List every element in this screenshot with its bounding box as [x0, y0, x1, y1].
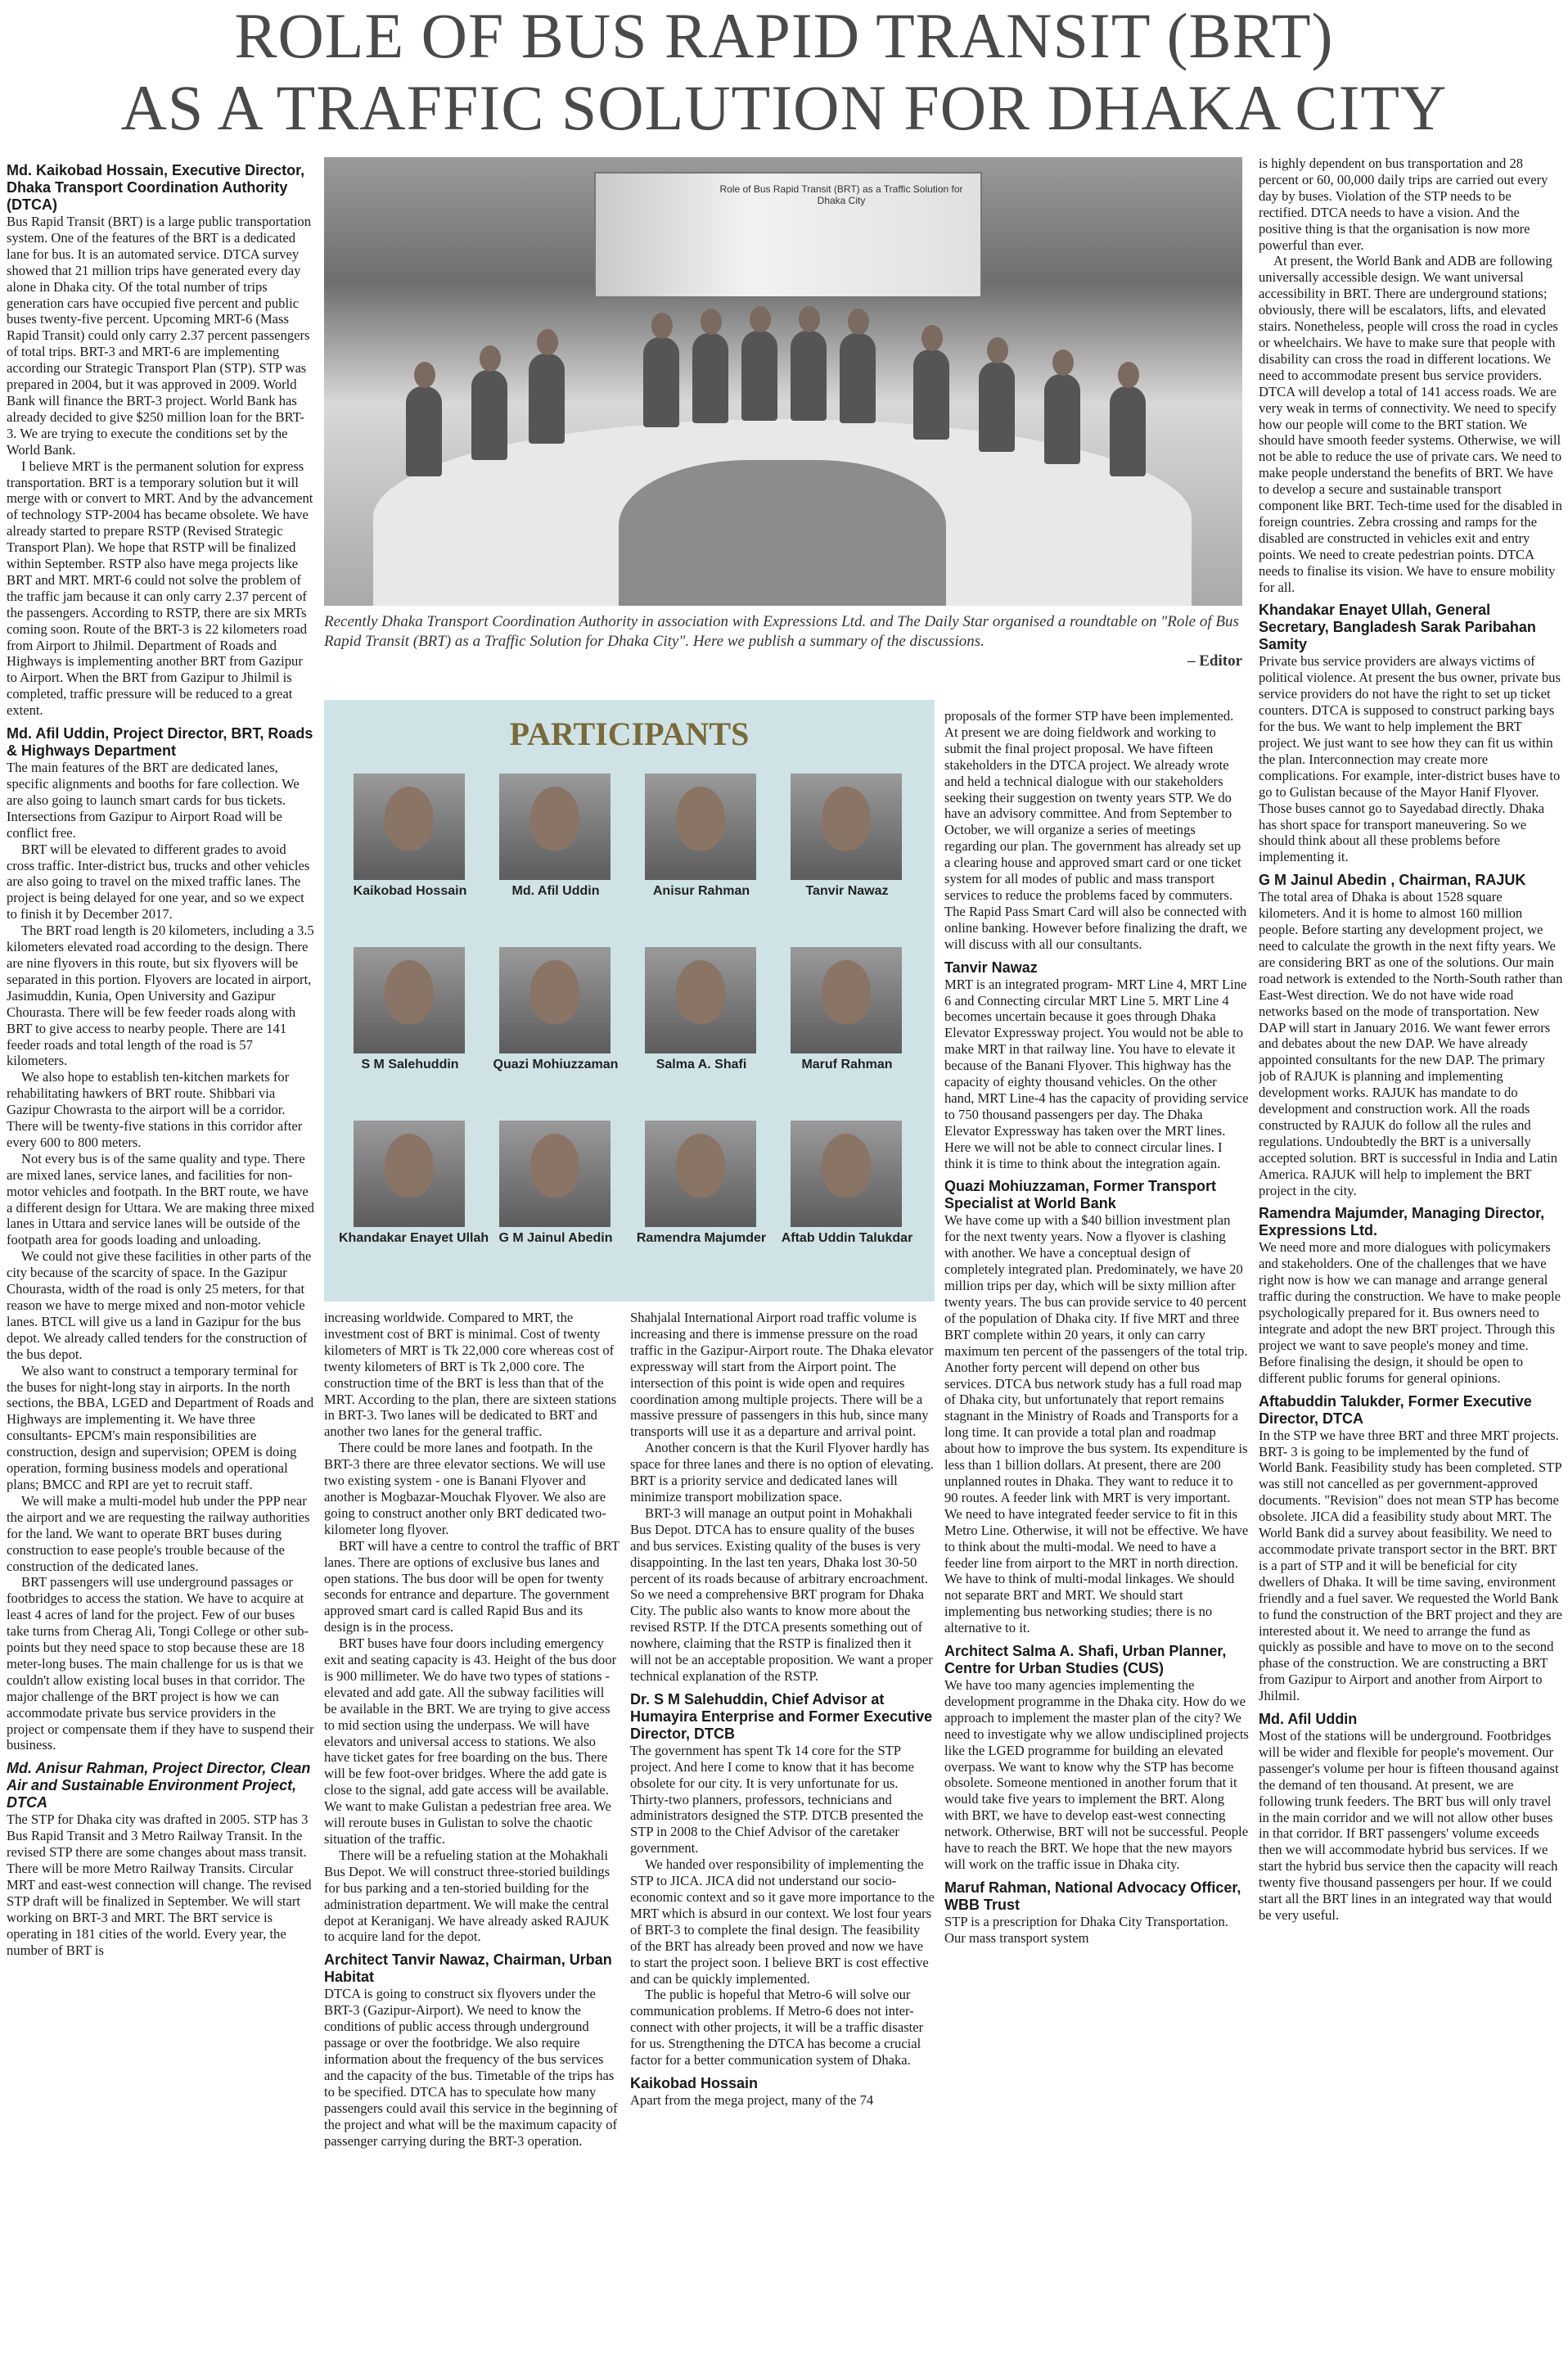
participants-title: PARTICIPANTS	[509, 715, 750, 752]
speaker-heading: Dr. S M Salehuddin, Chief Advisor at Humayira Enterprise and Former Executive Director, DTCB	[630, 1690, 933, 1742]
paragraph: The government has spent Tk 14 core for the STP project. And here I come to know that it has become obsolete for our city. It is very unfortunate for us. Thirty-two planners, professors, technicians and administrators designed the STP. DTCB presented the STP in 2008 to the Chief Advisor of the caretaker government.	[630, 1742, 924, 1856]
participant-photo	[645, 1121, 756, 1227]
paragraph: The total area of Dhaka is about 1528 square kilometers. And it is home to almost 160 million people. Before starting any development project, we need to calculate the growth in the next fifty years. We are considering BRT as one of the solutions. Our main road network is extended to the North-South rather than East-West direction. We do not have wide road networks based on the mode of transportation. New DAP will start in January 2016. We want fewer errors and debates about the new DAP. We have already appointed consultants for the new DAP. The primary job of RAJUK is planning and implementing development works. RAJUK has mandate to do development and construction work. All the roads constructed by RAJUK do follow all the rules and regulations. Undoubtedly the BRT is a universally accepted solution. BRT is successful in India and Latin America. RAJUK will help to implement the BRT project in the city.	[1259, 889, 1563, 1198]
paragraph: BRT buses have four doors including emergency exit and seating capacity is 43. Height of the bus door is 900 millimeter. We do have two types of stations - elevated and add gate. All the subway facilities will be available in the BRT. We are trying to give access to mid section using the underpass. We will have elevators and universal access to stations. We also have ticket gates for free boarding on the bus. There will be few foot-over bridges. Where the add gate is close to the signal, add gate access will be available. We want to make Gulistan a pedestrian free area. We will reroute buses in Gulistan to solve the chaotic situation of the traffic.	[324, 1635, 617, 1847]
headline-line-2: AS A TRAFFIC SOLUTION FOR DHAKA CITY	[120, 72, 1448, 143]
participant-photo	[791, 947, 902, 1053]
participant-card	[339, 1121, 489, 1260]
paragraph: We need more and more dialogues with policymakers and stakeholders. One of the challenges that we have right now is how we can manage and arrange general traffic during the construction. We have to make people psychologically prepared for it. Bus owners need to integrate and adopt the new BRT project. Through this project we want to save people's money and time. Before finalising the design, it should be open to different public forums for general opinions.	[1259, 1239, 1561, 1386]
speaker-heading: Architect Salma A. Shafi, Urban Planner, Centre for Urban Studies (CUS)	[944, 1643, 1227, 1677]
paragraph: There could be more lanes and footpath. In the BRT-3 there are three elevator sections. We will use two existing system - one is Banani Flyover and another is Mogbazar-Mouchak Flyover. We also are going to construct another only BRT dedicated two-kilometer long flyover.	[324, 1440, 606, 1537]
participants-box	[324, 700, 935, 1302]
participant-photo	[791, 1121, 902, 1227]
paragraph: increasing worldwide. Compared to MRT, the investment cost of BRT is minimal. Cost of twenty kilometers of MRT is Tk 22,000 core whereas cost of twenty kilometers of BRT is Tk 2,000 core. The construction time of the BRT is less than that of the MRT. According to the plan, there are sixteen stations in BRT-3. Two lanes will be dedicated to BRT and another two lanes for the general traffic.	[324, 1310, 617, 1440]
participant-photo	[499, 1121, 611, 1227]
participant-photo	[354, 947, 465, 1053]
paragraph: I believe MRT is the permanent solution for express transportation. BRT is a temporary solution but it will merge with or convert to MRT. And by the advancement of technology STP-2004 has became obsolete. We have already started to prepare RSTP (Revised Strategic Transport Plan). We hope that RSTP will be finalized within September. RSTP also have mega projects like BRT and MRT. MRT-6 could not solve the problem of the traffic jam because it can only carry 2.37 percent of the passengers. According to RSTP, there are six MRTs coming soon. Route of the BRT-3 is 22 kilometers road from Airport to Jhilmil. Department of Roads and Highways is implementing another BRT from Gazipur to Airport. When the BRT from Gazipur to Jhilmil is completed, traffic pressure will be reduced to a great extent.	[7, 458, 313, 719]
paragraph: We have too many agencies implementing the development programme in the Dhaka city. How do we approach to implement the master plan of the city? We need to investigate why we allow undisciplined projects like the LGED programme for building an elevated overpass. We want to know why the STP has become obsolete. Someone mentioned in another forum that it would take five years to implement the BRT. Along with BRT, we have to develop east-west connecting network. Otherwise, BRT will not be successful. People have to reach the BRT. We hope that the new mayors will work on the traffic issue in Dhaka city.	[944, 1677, 1249, 1872]
paragraph: BRT will have a centre to control the traffic of BRT lanes. There are options of exclusive bus lanes and open stations. The bus door will be open for twenty seconds for entrance and departure. The government approved smart card is called Rapid Bus and its design is in the process.	[324, 1537, 620, 1635]
photo-caption	[324, 612, 1242, 671]
paragraph: Shahjalal International Airport road traffic volume is increasing and there is immense pressure on the road traffic in the Gazipur-Airport route. The Dhaka elevator expressway will start from the Airport point. The intersection of this point is wide open and requires coordination among multiple projects. There will be a massive pressure of passengers in this hub, since many transports will use it as a departure and arrival point.	[630, 1310, 934, 1440]
speaker-heading: Tanvir Nawaz	[944, 959, 1038, 976]
participant-card	[494, 774, 617, 913]
participant-name: G M Jainul Abedin	[498, 1231, 613, 1245]
speaker-heading: Md. Afil Uddin, Project Director, BRT, Roads & Highways Department	[7, 725, 313, 760]
speaker-heading: Kaikobad Hossain	[630, 2074, 759, 2091]
participant-name: Salma A. Shafi	[656, 1058, 747, 1071]
paragraph: In the STP we have three BRT and three MRT projects. BRT- 3 is going to be implemented by the fund of World Bank. Feasibility study has been completed. STP was still not cancelled as per government-approved documents. "Revision" does not mean STP has become obsolete. JICA did a feasibility study about MRT. The World Bank did a survey about feasibility. We need to accommodate private transport sector in the BRT. BRT is a part of STP and it will be beneficial for city dwellers of Dhaka. It will be time saving, environment friendly and a fuel saver. We requested the World Bank to fund the construction of the BRT project and they are interested about it. We need to arrange the fund as quickly as possible and have to move on to the second phase of the construction. We are constructing a BRT from Gazipur to Airport and another from Airport to Jhilmil.	[1259, 1427, 1563, 1704]
paragraph: Apart from the mega project, many of the 74	[630, 2091, 874, 2108]
participant-name: Md. Afil Uddin	[511, 884, 600, 898]
roundtable-photo	[324, 157, 1242, 606]
paragraph: We could not give these facilities in other parts of the city because of the scarcity of space. In the Gazipur Chourasta, width of the road is only 25 meters, for that reason we have to merge mixed and non-motor vehicle lanes. BTCL will give us a land in Gazipur for the bus depot. We already called tenders for the construction of the bus depot.	[7, 1248, 312, 1362]
caption-editor: – Editor	[1187, 652, 1242, 670]
paragraph: proposals of the former STP have been implemented. At present we are doing fieldwork and working to submit the final project proposal. We have fifteen stakeholders in the DTCA project. We already wrote and held a technical dialogue with our stakeholders seeking their suggestion on twenty years STP. We do have an advisory committee. And from September to October, we will organize a series of meetings regarding our plan. The government has already set up a clearing house and approved smart card or one ticket system for all modes of public and mass transport services to reduce the problems faced by commuters. The Rapid Pass Smart Card will also be connected with online banking. However before finalizing the draft, we will discuss with all our consultants.	[944, 708, 1247, 952]
participant-card	[786, 947, 908, 1086]
participant-card	[786, 774, 908, 913]
participant-card	[349, 774, 471, 913]
attendee	[791, 331, 827, 421]
column-5	[1259, 156, 1563, 2349]
paragraph: The BRT road length is 20 kilometers, including a 3.5 kilometers elevated road according to the design. There are nine flyovers in this route, but six flyovers will be separated in this portion. Flyovers are located in airport, Jasimuddin, Kunia, Open University and Gazipur Chourasta. There will be few feeder roads along with BRT to give access to nearby people. There are 141 feeder roads and total length of the road is 57 kilometers.	[7, 923, 314, 1069]
paragraph: We also want to construct a temporary terminal for the buses for night-long stay in airports. In the north sections, the BBA, LGED and Department of Roads and Highways are implementing it. We have three consultants- EPCM's main responsibilities are construction, design and supervision; OPEM is doing operation, forming business models and operational plans; BMCC and RPI are yet to recruit staff.	[7, 1362, 314, 1492]
participant-card	[349, 947, 471, 1086]
paragraph: Bus Rapid Transit (BRT) is a large public transportation system. One of the features of the BRT is a dedicated lane for bus. It is an automated service. DTCA survey showed that 21 million trips have generated every day alone in Dhaka city. Of the total number of trips generation cars have occupied five percent and public buses twenty-five percent. Upcoming MRT-6 (Mass Rapid Transit) could only carry 2.37 percent passengers of total trips. BRT-3 and MRT-6 are implementing according our Strategic Transport Plan (STP). STP was prepared in 2004, but it was approved in 2009. World Bank will finance the BRT-3 project. World Bank has already decided to give $250 million loan for the BRT-3. We are trying to execute the conditions set by the World Bank.	[7, 214, 312, 458]
participant-photo	[499, 947, 611, 1053]
participant-photo	[354, 774, 465, 880]
participant-name: Aftab Uddin Talukdar	[781, 1231, 913, 1245]
paragraph: There will be a refueling station at the Mohakhali Bus Depot. We will construct three-storied buildings for bus parking and a ten-storied building for the administration department. We will make the central depot at Keraniganj. We have already asked RAJUK to acquire land for the depot.	[324, 1847, 611, 1945]
paragraph: The main features of the BRT are dedicated lanes, specific alignments and booths for fare collection. We are also going to launch smart cards for bus tickets. Intersections from Gazipur to Airport Road will be conflict free.	[7, 760, 300, 841]
participant-name: S M Salehuddin	[361, 1058, 459, 1071]
paragraph: Private bus service providers are always victims of political violence. At present the bus owner, private bus service providers do not have the right to set up ticket counters. DTCA is supposed to construct parking bays for the bus. We want to help implement the BRT project. We just want to see how they can fit us within the plan. Interconnection may create more complications. For example, inter-district buses have to go to Gulistan because of the Mayor Hanif Flyover. Those buses cannot go to Sayedabad directly. Dhaka has short space for transport maneuvering. So we should think about all these problems before implementing it.	[1259, 653, 1561, 865]
speaker-heading: Md. Kaikobad Hossain, Executive Director, Dhaka Transport Coordination Authority (DTCA)	[7, 162, 305, 213]
attendee	[406, 386, 442, 476]
paragraph: BRT will be elevated to different grades to avoid cross traffic. Inter-district bus, trucks and other vehicles are also going to travel on the mixed traffic lanes. The project is being delayed for one year, and so we expect to finish it by December 2017.	[7, 841, 310, 923]
participant-name: Maruf Rahman	[801, 1058, 893, 1071]
participant-card	[640, 774, 763, 913]
paragraph: DTCA is going to construct six flyovers under the BRT-3 (Gazipur-Airport). We need to know the conditions of public access through underground passage or over the footbridge. We also require information about the frequency of the bus services and the capacity of the bus. Timetable of the trips has to be specified. DTCA has to speculate how many passengers could avail this service in the beginning of the project and what will be the maximum capacity of passenger carrying during the BRT-3 operation.	[324, 1986, 618, 2149]
speaker-heading: Aftabuddin Talukder, Former Executive Director, DTCA	[1259, 1392, 1532, 1427]
participant-photo	[645, 774, 756, 880]
paragraph: STP is a prescription for Dhaka City Transportation. Our mass transport system	[944, 1913, 1228, 1946]
participant-name: Kaikobad Hossain	[353, 884, 467, 898]
speaker-heading: Ramendra Majumder, Managing Director, Expressions Ltd.	[1259, 1205, 1545, 1239]
paragraph: We handed over responsibility of implementing the STP to JICA. JICA did not understand our socio-economic context and so it gave more importance to the MRT which is absurd in our context. We lost four years of BRT-3 to complete the final design. The feasibility of the BRT has already been proved and now we have to start the project soon. I believe BRT is cost effective and can be quickly implemented.	[630, 1856, 935, 1987]
paragraph: We have come up with a $40 billion investment plan for the next twenty years. Now a flyover is clashing with another. We have a conceptual design of completely integrated plan. Predominately, we have 20 million trips per day, which will be sixty million after twenty years. The bus can provide service to 40 percent of the population of Dhaka city. If five MRT and three BRT complete within 20 years, it only can carry maximum ten percent of the passengers of the total trip. Another forty percent will depend on other bus services. DTCA bus network study has a full road map of Dhaka city, but unfortunately that report remains stagnant in the Ministry of Roads and Transports for a long time. It can provide a total plan and roadmap about how to improve the bus system. Its expenditure is less than 1 billion dollars. At present, there are 200 unplanned routes in Dhaka. They want to reduce it to 90 routes. A feeder link with MRT is very important. We need to have integrated feeder service to fit in this Metro Line. Otherwise, it will not be effective. We have to think about the multi-modal. We need to have a feeder line from airport to the MRT in north direction. We have to think of multi-modal linkages. We should not separate BRT and MRT. We should start implementing bus networking studies; there is no alternative to it.	[944, 1212, 1249, 1636]
event-banner	[594, 172, 982, 298]
headline	[0, 0, 1568, 151]
participant-card	[494, 1121, 617, 1260]
participant-card	[640, 947, 763, 1086]
attendee	[643, 337, 679, 427]
paragraph: We also hope to establish ten-kitchen markets for rehabilitating hawkers of BRT route. Shibbari via Gazipur Chowrasta to the airport will be a corridor. There will be twenty-five stations in this corridor after every 600 to 800 meters.	[7, 1069, 303, 1150]
attendee	[529, 354, 565, 444]
headline-line-1: ROLE OF BUS RAPID TRANSIT (BRT)	[234, 0, 1334, 71]
table-center	[619, 460, 946, 606]
attendee	[471, 370, 507, 460]
speaker-heading: Architect Tanvir Nawaz, Chairman, Urban Habitat	[324, 1951, 612, 1986]
column-3	[630, 1310, 935, 2349]
attendee	[840, 333, 876, 423]
speaker-heading: Md. Anisur Rahman, Project Director, Clean Air and Sustainable Environment Project, DTCA	[7, 1760, 311, 1811]
participant-photo	[645, 947, 756, 1053]
attendee	[1044, 374, 1080, 464]
column-4	[944, 708, 1249, 2349]
participant-card	[636, 1121, 767, 1260]
attendee	[692, 333, 728, 423]
paragraph: is highly dependent on bus transportation and 28 percent or 60, 00,000 daily trips are carried out every day by buses. Violation of the STP needs to be rectified. DTCA needs to have a vision. And the positive thing is that the organisation is now more powerful than ever.	[1259, 156, 1548, 253]
participant-name: Anisur Rahman	[652, 884, 750, 898]
speaker-heading: Quazi Mohiuzzaman, Former Transport Specialist at World Bank	[944, 1178, 1217, 1212]
banner-text: Role of Bus Rapid Transit (BRT) as a Traffic Solution for Dhaka City	[719, 183, 963, 206]
paragraph: Most of the stations will be underground. Footbridges will be wider and flexible for people's movement. Our passenger's volume per hour is fifteen thousand against the demand of ten thousand. At present, we are following trunk feeders. The BRT bus will only travel in the main corridor and we will not allow other buses in that corridor. If BRT passengers' volume exceeds then we will accommodate hybrid bus services. If we start the hybrid bus service then the capacity will reach twenty five thousand passengers per hour. If we could start all the BRT lines in an integrated way that would be very useful.	[1259, 1728, 1559, 1923]
attendee	[913, 350, 949, 440]
column-2	[324, 1310, 620, 2349]
participant-card	[494, 947, 617, 1086]
attendee	[741, 331, 777, 421]
speaker-heading: Khandakar Enayet Ullah, General Secretary, Bangladesh Sarak Paribahan Samity	[1259, 602, 1536, 653]
paragraph: The public is hopeful that Metro-6 will solve our communication problems. If Metro-6 does not inter-connect with other projects, it will be a traffic disaster for us. Strengthening the DTCA has become a crucial factor for a better communication system of Dhaka.	[630, 1987, 924, 2069]
participant-photo	[499, 774, 611, 880]
paragraph: Not every bus is of the same quality and type. There are mixed lanes, service lanes, and facilities for non-motor vehicles and footpath. In the BRT route, we have a different design for Uttara. We are making three mixed lanes in Uttara and service lanes will be outside of the footpath area for goods loading and unloading.	[7, 1150, 314, 1248]
participant-name: Tanvir Nawaz	[805, 884, 889, 898]
paragraph: BRT-3 will manage an output point in Mohakhali Bus Depot. DTCA has to ensure quality of the buses and bus services. Existing quality of the buses is very disappointing. In the last ten years, Dhaka lost 30-50 percent of its roads because of arbitrary encroachment. So we need a comprehensive BRT program for Dhaka City. The public also wants to know more about the revised RSTP. If the DTCA presents something out of nowhere, claiming that the RSTP is finalized then it will not be an acceptable proposition. We want a proper technical explanation of the RSTP.	[630, 1505, 933, 1684]
paragraph: MRT is an integrated program- MRT Line 4, MRT Line 6 and Connecting circular MRT Line 5. MRT Line 4 becomes uncertain because it goes through Dhaka Elevator Expressway project. You would not be able to make MRT in that railway line. You have to elevate it because of the Banani Flyover. This highway has the capacity of eighty thousand vehicles. On the other hand, MRT Line-4 has the capacity of providing service to 750 thousand passengers per day. The Dhaka Elevator Expressway has taken over the MRT lines. Here we will not be able to connect circular lines. I think it is time to think about the integration again.	[944, 976, 1249, 1171]
paragraph: At present, the World Bank and ADB are following universally accessible design. We want universal accessibility in BRT. There are underground stations; obviously, there will be escalators, lifts, and elevated stairs. Nonetheless, people will cross the road in cycles or wheelchairs. We have to make sure that people with disability can cross the road in different locations. We need to accommodate present bus service providers. DTCA will develop a total of 141 access roads. We are very weak in terms of connectivity. We need to specify how our people will come to the BRT station. We should have smooth feeder systems. Otherwise, we will not be able to reduce the use of private cars. We need to make people understand the benefits of BRT. We have to develop a secure and sustainable transport component like BRT. Tech-time used for the disabled in foreign countries. Zebra crossing and ramps for the disabled are constructed in vehicles exit and entry points. We need to create pedestrian points. DTCA needs to finalise its vision. We have to ensure mobility for all.	[1259, 253, 1562, 595]
participant-card	[781, 1121, 913, 1260]
paragraph: Another concern is that the Kuril Flyover hardly has space for three lanes and there is no option of elevating. BRT is a priority service and dedicated lanes will minimize transport mobilization space.	[630, 1440, 934, 1505]
paragraph: We will make a multi-model hub under the PPP near the airport and we are requesting the railway authorities for the land. We want to operate BRT buses during construction to ease people's trouble because of the construction of the dedicated lanes.	[7, 1492, 310, 1574]
column-1	[7, 156, 314, 2349]
participant-name: Quazi Mohiuzzaman	[493, 1058, 619, 1071]
participant-name: Khandakar Enayet Ullah	[339, 1231, 489, 1245]
participant-photo	[791, 774, 902, 880]
participant-photo	[354, 1121, 465, 1227]
attendee	[1110, 386, 1146, 476]
attendee	[979, 362, 1015, 452]
speaker-heading: Maruf Rahman, National Advocacy Officer, WBB Trust	[944, 1879, 1241, 1913]
paragraph: BRT passengers will use underground passages or footbridges to access the station. We have to acquire at least 4 acres of land for the project. Few of our buses take turns from Cherag Ali, Tongi College or other sub-points but they need space to stop because these are 18 meter-long buses. The main challenge for us is that we couldn't allow existing local buses in that corridor. The major challenge of the BRT project is how we can accommodate private bus service providers in the project or compensate them if they have to suspend their business.	[7, 1574, 314, 1753]
paragraph: The STP for Dhaka city was drafted in 2005. STP has 3 Bus Rapid Transit and 3 Metro Railway Transit. In the revised STP there are some changes about mass transit. There will be more Metro Railway Transits. Circular MRT and east-west connection will change. The revised STP draft will be finalized in September. We will start working on BRT-3 and MRT. The BRT service is operating in 181 cities of the world. Every year, the number of BRT is	[7, 1811, 312, 1958]
caption-text: Recently Dhaka Transport Coordination Authority in association with Expressions Ltd. and The Daily Star organised a roundtable on "Role of Bus Rapid Transit (BRT) as a Traffic Solution for Dhaka City". Here we publish a summary of the discussions.	[324, 613, 1239, 650]
speaker-heading: G M Jainul Abedin , Chairman, RAJUK	[1259, 872, 1526, 889]
speaker-heading: Md. Afil Uddin	[1259, 1711, 1358, 1728]
participant-name: Ramendra Majumder	[636, 1231, 767, 1245]
